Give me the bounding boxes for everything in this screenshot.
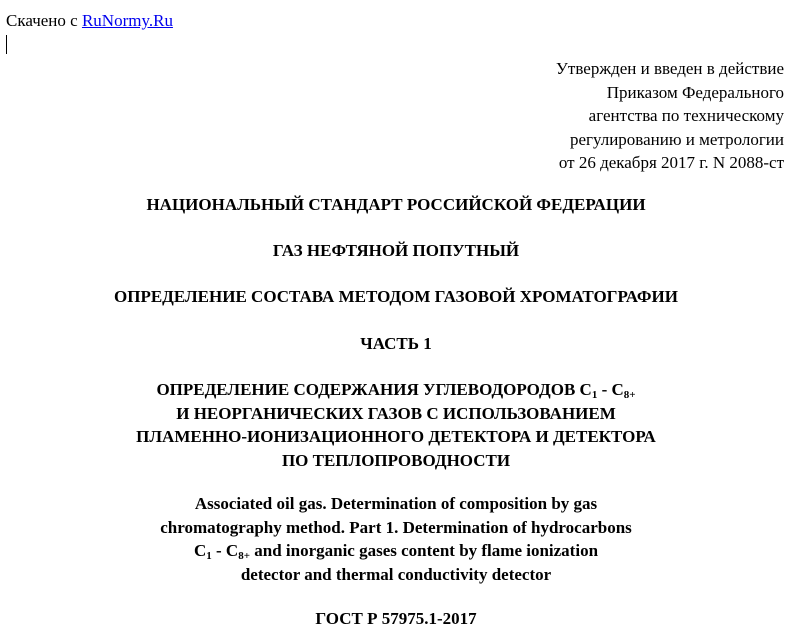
approval-block [556, 57, 784, 175]
source-prefix: Скачено с [6, 11, 82, 30]
standard-type-heading: НАЦИОНАЛЬНЫЙ СТАНДАРТ РОССИЙСКОЙ ФЕДЕРАЦИИ [146, 195, 646, 214]
approval-line-4: регулированию и метрологии [569, 129, 784, 149]
english-title-line-4: detector and thermal conductivity detector [240, 564, 552, 584]
standard-designation: ГОСТ Р 57975.1-2017 [315, 609, 477, 628]
part-heading: ЧАСТЬ 1 [360, 334, 432, 353]
english-title-line-3: $C_1 - C_{8+}$ and inorganic gases content by flame ionization [193, 541, 599, 562]
part-title-block [0, 378, 792, 472]
approval-line-1: Утвержден и введен в действие [555, 59, 784, 78]
part-title-line-2: И НЕОРГАНИЧЕСКИХ ГАЗОВ С ИСПОЛЬЗОВАНИЕМ [176, 403, 616, 423]
approval-line-5: от 26 декабря 2017 г. N 2088-ст [558, 153, 784, 172]
english-title-block [0, 492, 792, 586]
part-title-line-3: ПЛАМЕННО-ИОНИЗАЦИОННОГО ДЕТЕКТОРА И ДЕТЕКТОРА [136, 427, 656, 446]
document-subtitle: ОПРЕДЕЛЕНИЕ СОСТАВА МЕТОДОМ ГАЗОВОЙ ХРОМАТОГРАФИИ [114, 287, 678, 306]
source-link[interactable]: RuNormy.Ru [81, 11, 173, 30]
source-line [6, 11, 173, 31]
document-title: ГАЗ НЕФТЯНОЙ ПОПУТНЫЙ [272, 241, 520, 260]
english-title-line-1: Associated oil gas. Determination of composition by gas [194, 494, 598, 513]
english-title-line-2: chromatography method. Part 1. Determination of hydrocarbons [160, 517, 632, 537]
approval-line-3: агентства по техническому [588, 106, 784, 125]
text-cursor [6, 35, 7, 54]
approval-line-2: Приказом Федерального [606, 82, 784, 102]
part-title-line-1: ОПРЕДЕЛЕНИЕ СОДЕРЖАНИЯ УГЛЕВОДОРОДОВ $C_1 - C_{8+}$ [156, 380, 636, 401]
part-title-line-4: ПО ТЕПЛОПРОВОДНОСТИ [281, 450, 511, 470]
